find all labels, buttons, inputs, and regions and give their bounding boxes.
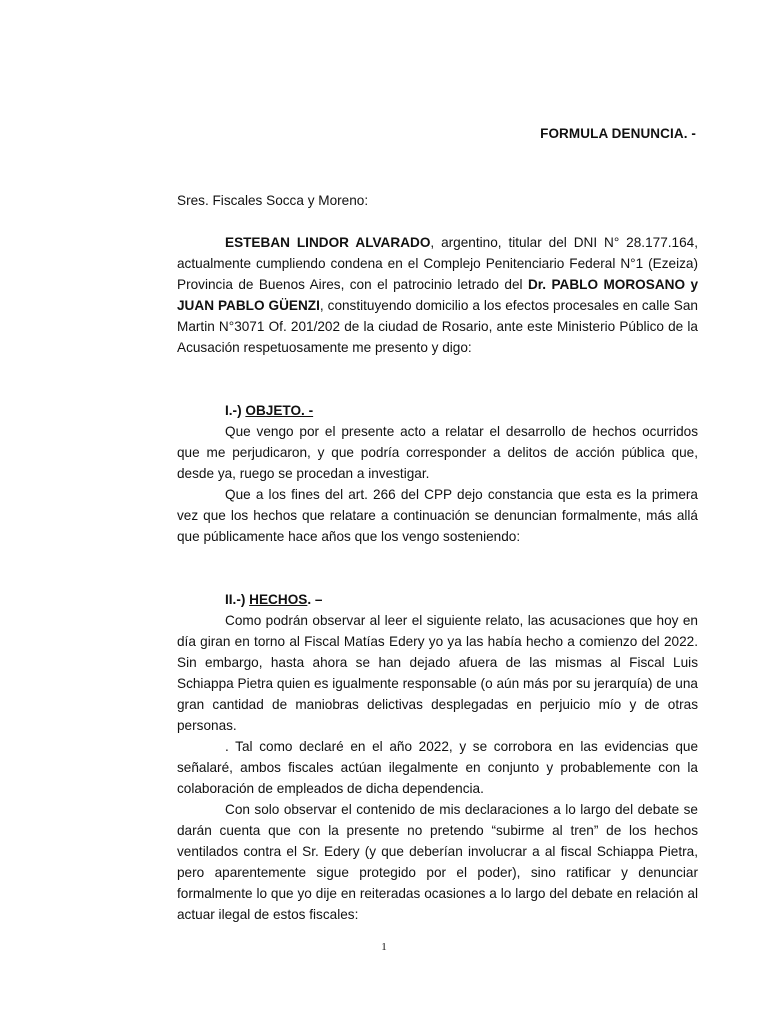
section-number: I.-) [225,403,246,418]
page-number: 1 [381,941,387,953]
section-title: OBJETO. - [245,403,314,418]
paragraph: Con solo observar el contenido de mis declaraciones a lo largo del debate se darán cuenta que con la presente no pretendo “subirme al tren” de los hechos ventilados contra el Sr. Edery (y que deberían involucrar a al fiscal Schiappa Pietra, pero aparentemente sigue protegido por el poder), sino ratificar y denunciar formalmente lo que yo dije en reiteradas ocasiones a lo largo del debate en relación al actuar ilegal de estos fiscales: [177,802,698,922]
paragraph: Que vengo por el presente acto a relatar el desarrollo de hechos ocurridos que me perjudicaron, y que podría corresponder a delitos de acción pública que, desde ya, ruego se procedan a investigar. [177,424,698,481]
salutation-text: Sres. Fiscales Socca y Moreno: [177,193,369,208]
section-title-suffix: . – [307,592,323,607]
paragraph: Que a los fines del art. 266 del CPP dejo constancia que esta es la primera vez que los hechos que relatare a continuación se denuncian formalmente, más allá que públicamente hace años que los vengo sosteniendo: [177,487,698,544]
paragraph: Como podrán observar al leer el siguiente relato, las acusaciones que hoy en día giran en torno al Fiscal Matías Edery yo ya las había hecho a comienzo del 2022. Sin embargo, hasta ahora se han dejado afuera de las mismas al Fiscal Luis Schiappa Pietra quien es igualmente responsable (o aún más por su jerarquía) de una gran cantidad de maniobras delictivas desplegadas en perjuicio mío y de otras personas. [177,613,698,733]
document-title: FORMULA DENUNCIA. - [540,126,696,141]
intro-paragraph [177,232,698,358]
section-number: II.-) [225,592,250,607]
lawyers-names: Dr. PABLO MOROSANO y JUAN PABLO GÜENZI [177,277,698,313]
intro-text-1: , argentino, titular del DNI N° 28.177.164, actualmente cumpliendo condena en el Complejo Penitenciario Federal N°1 (Ezeiza) Provincia de Buenos Aires, con el patrocinio letrado del [177,235,698,292]
section-hechos [177,589,698,925]
intro-block [177,232,698,358]
section-heading-objeto [225,400,698,421]
section-heading-hechos [225,589,698,610]
section-objeto [177,400,698,547]
section-title: HECHOS [249,592,308,607]
complainant-name: ESTEBAN LINDOR ALVARADO [225,235,431,250]
salutation [177,190,698,211]
intro-text-2: , constituyendo domicilio a los efectos procesales en calle San Martin N°3071 Of. 201/202 de la ciudad de Rosario, ante este Ministerio Público de la Acusación respetuosamente me presento y digo: [177,298,698,355]
paragraph: . Tal como declaré en el año 2022, y se corrobora en las evidencias que señalaré, ambos fiscales actúan ilegalmente en conjunto y probablemente con la colaboración de empleados de dicha dependencia. [177,739,698,796]
